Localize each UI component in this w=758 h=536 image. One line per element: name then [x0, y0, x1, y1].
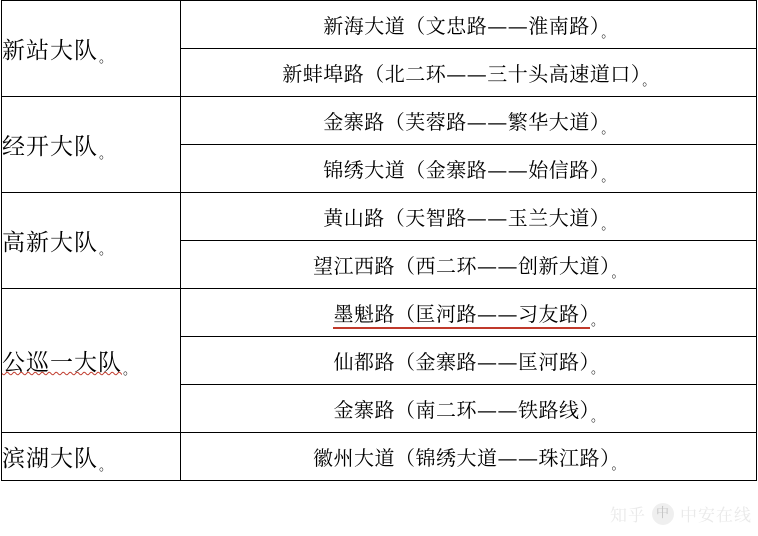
road-mark: 。: [642, 74, 656, 89]
road-label: 望江西路（西二环——创新大道）: [312, 254, 611, 278]
road-cell: [181, 241, 757, 289]
road-mark: 。: [611, 458, 625, 473]
road-cell: [181, 337, 757, 385]
road-label: 金寨路（南二环——铁路线）: [333, 398, 590, 422]
road-mark: 。: [590, 410, 605, 425]
watermark-text: 中安在线: [680, 506, 752, 525]
road-cell: [181, 193, 757, 241]
table-row: [2, 97, 757, 145]
road-label: 黄山路（天智路——玉兰大道）: [323, 206, 601, 230]
road-mark: 。: [601, 122, 615, 137]
road-cell: [181, 97, 757, 145]
road-mark: 。: [611, 266, 625, 281]
road-label: 锦绣大道（金寨路——始信路）: [323, 158, 601, 182]
unit-label: 经开大队: [2, 134, 98, 160]
unit-label: 公巡一大队: [2, 350, 122, 376]
table-body: [2, 1, 757, 481]
unit-cell-gaoxin: [2, 193, 181, 289]
road-cell: [181, 385, 757, 433]
road-cell: [181, 1, 757, 49]
road-cell: [181, 289, 757, 337]
table-row: [2, 1, 757, 49]
watermark: [610, 501, 752, 526]
table-row: [2, 433, 757, 481]
unit-cell-jingkai: [2, 97, 181, 193]
road-sections-table: [1, 0, 757, 481]
road-mark: 。: [590, 314, 605, 329]
unit-mark: 。: [99, 51, 114, 66]
road-label: 金寨路（芙蓉路——繁华大道）: [323, 110, 601, 134]
road-label: 新蚌埠路（北二环——三十头高速道口）: [282, 62, 642, 86]
road-label: 墨魁路（匡河路——习友路）: [333, 302, 590, 329]
road-cell: [181, 49, 757, 97]
road-label: 仙都路（金寨路——匡河路）: [333, 350, 590, 374]
road-mark: 。: [601, 218, 615, 233]
road-cell: [181, 145, 757, 193]
unit-mark: 。: [99, 243, 114, 258]
unit-mark: 。: [99, 147, 114, 162]
watermark-logo-icon: 中: [652, 503, 674, 525]
unit-cell-binhu: [2, 433, 181, 481]
unit-mark: 。: [123, 363, 138, 378]
road-mark: 。: [601, 170, 615, 185]
road-label: 徽州大道（锦绣大道——珠江路）: [312, 446, 611, 470]
unit-cell-xinzhan: [2, 1, 181, 97]
unit-label: 滨湖大队: [2, 446, 98, 472]
watermark-prefix: 知乎: [610, 506, 646, 525]
road-label: 新海大道（文忠路——淮南路）: [323, 14, 601, 38]
road-cell: [181, 433, 757, 481]
unit-mark: 。: [99, 459, 114, 474]
unit-label: 高新大队: [2, 230, 98, 256]
road-mark: 。: [590, 362, 605, 377]
unit-label: 新站大队: [2, 38, 98, 64]
road-mark: 。: [601, 26, 615, 41]
table-row: [2, 193, 757, 241]
table-row: [2, 289, 757, 337]
unit-cell-gongxunyi: [2, 289, 181, 433]
